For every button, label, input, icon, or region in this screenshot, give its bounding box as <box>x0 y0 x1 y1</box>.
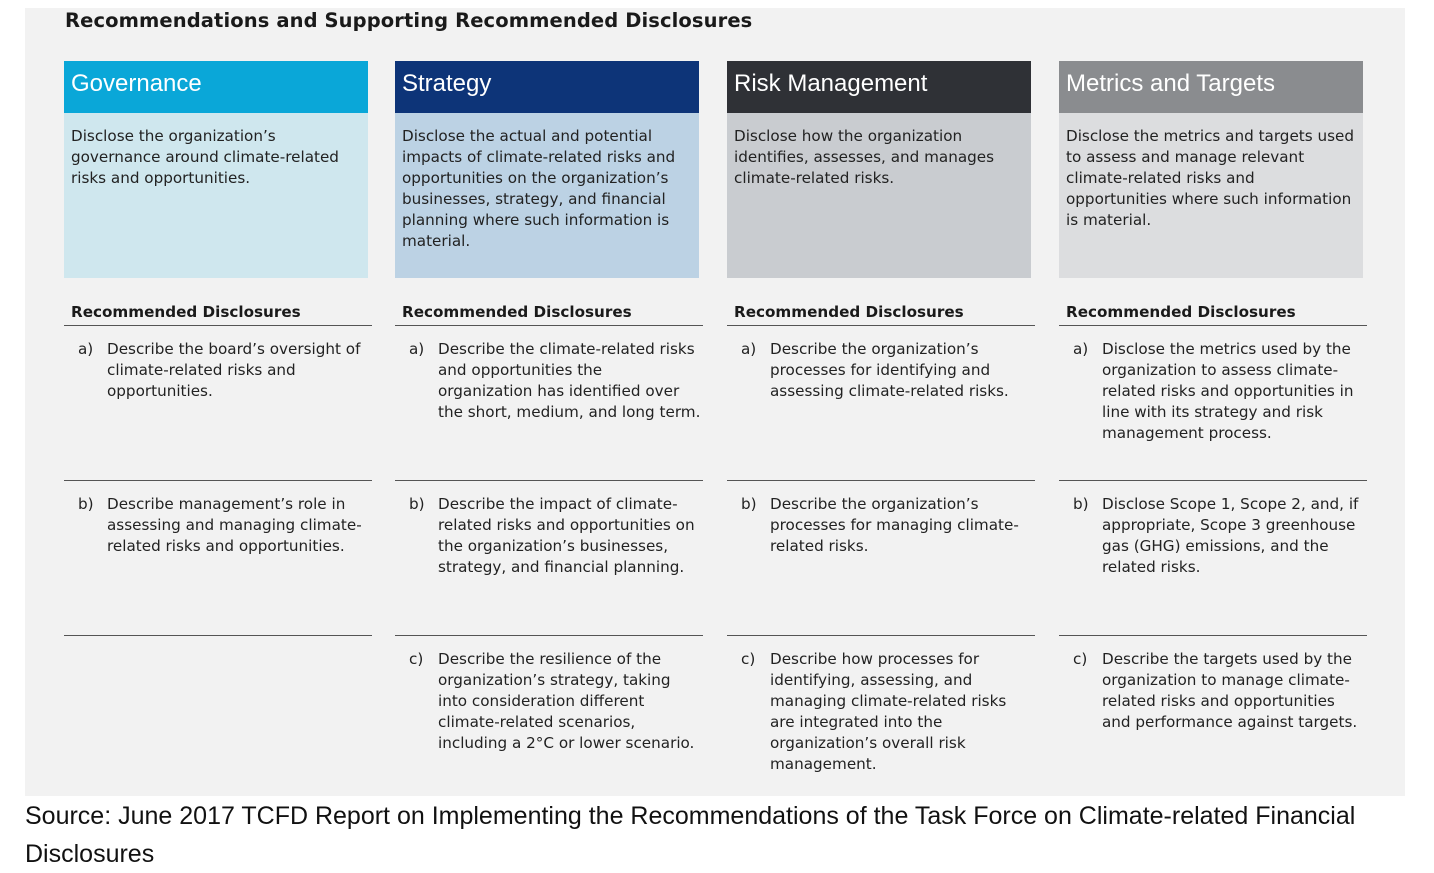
item-text: Disclose Scope 1, Scope 2, and, if appropriate, Scope 3 greenhouse gas (GHG) emissions, and the related risks. <box>1102 495 1359 576</box>
item-text: Describe the resilience of the organization’s strategy, taking into consideration different climate-related scenarios, including a 2°C or lower scenario. <box>438 650 695 752</box>
column-strategy <box>395 61 701 752</box>
item-text: Describe the climate-related risks and opportunities the organization has identified over the short, medium, and long term. <box>438 340 701 421</box>
divider <box>1059 480 1367 481</box>
disclosure-item-b <box>78 494 370 557</box>
item-letter: b) <box>78 495 94 513</box>
item-text: Describe the targets used by the organization to manage climate-related risks and opportunities and performance against targets. <box>1102 650 1358 731</box>
recommended-disclosures-label: Recommended Disclosures <box>1066 303 1296 321</box>
disclosure-item-a <box>1073 339 1365 444</box>
disclosure-item-a <box>741 339 1033 402</box>
item-letter: a) <box>1073 340 1089 358</box>
column-heading: Risk Management <box>727 61 1031 113</box>
figure-title: Recommendations and Supporting Recommended Disclosures <box>65 9 753 32</box>
column-governance <box>64 61 368 555</box>
divider <box>1059 325 1367 326</box>
item-text: Describe the organization’s processes for managing climate-related risks. <box>770 495 1019 555</box>
divider <box>727 325 1035 326</box>
column-description: Disclose the actual and potential impacts of climate-related risks and opportunities on the organization’s businesses, strategy, and financial planning where such information is material. <box>395 113 699 278</box>
divider <box>395 480 703 481</box>
disclosure-item-a <box>409 339 701 423</box>
recommended-disclosures-label: Recommended Disclosures <box>71 303 301 321</box>
figure-panel <box>25 8 1405 796</box>
item-letter: b) <box>409 495 425 513</box>
divider <box>727 635 1035 636</box>
recommended-disclosures-label: Recommended Disclosures <box>402 303 632 321</box>
column-heading: Metrics and Targets <box>1059 61 1363 113</box>
item-letter: c) <box>409 650 424 668</box>
column-heading: Strategy <box>395 61 699 113</box>
disclosure-item-c <box>409 649 701 754</box>
item-text: Describe management’s role in assessing and managing climate-related risks and opportunities. <box>107 495 362 555</box>
item-letter: b) <box>741 495 757 513</box>
divider <box>727 480 1035 481</box>
item-text: Disclose the metrics used by the organization to assess climate-related risks and opportunities in line with its strategy and risk management process. <box>1102 340 1354 442</box>
item-letter: a) <box>741 340 757 358</box>
column-description: Disclose the organization’s governance around climate-related risks and opportunities. <box>64 113 368 278</box>
divider <box>64 635 372 636</box>
divider <box>64 480 372 481</box>
recommended-disclosures-label: Recommended Disclosures <box>734 303 964 321</box>
column-heading: Governance <box>64 61 368 113</box>
item-letter: a) <box>78 340 94 358</box>
disclosure-item-a <box>78 339 370 402</box>
item-text: Describe the board’s oversight of climate-related risks and opportunities. <box>107 340 361 400</box>
item-text: Describe the impact of climate-related risks and opportunities on the organization’s businesses, strategy, and financial planning. <box>438 495 695 576</box>
item-text: Describe how processes for identifying, assessing, and managing climate-related risks are integrated into the organization’s overall risk management. <box>770 650 1007 773</box>
disclosure-item-c <box>741 649 1033 775</box>
column-metrics-and-targets <box>1059 61 1363 731</box>
divider <box>1059 635 1367 636</box>
disclosure-item-b <box>409 494 701 578</box>
item-letter: c) <box>1073 650 1088 668</box>
column-risk-management <box>727 61 1031 773</box>
disclosure-item-b <box>741 494 1033 557</box>
item-letter: b) <box>1073 495 1089 513</box>
item-letter: a) <box>409 340 425 358</box>
column-description: Disclose the metrics and targets used to assess and manage relevant climate-related risks and opportunities where such information is material. <box>1059 113 1363 278</box>
divider <box>64 325 372 326</box>
divider <box>395 635 703 636</box>
item-letter: c) <box>741 650 756 668</box>
disclosure-item-c <box>1073 649 1365 733</box>
divider <box>395 325 703 326</box>
source-caption: Source: June 2017 TCFD Report on Implementing the Recommendations of the Task Force on Climate-related Financial Disclosures <box>25 802 1356 868</box>
column-description: Disclose how the organization identifies, assesses, and manages climate-related risks. <box>727 113 1031 278</box>
item-text: Describe the organization’s processes for identifying and assessing climate-related risks. <box>770 340 1009 400</box>
disclosure-item-b <box>1073 494 1365 578</box>
